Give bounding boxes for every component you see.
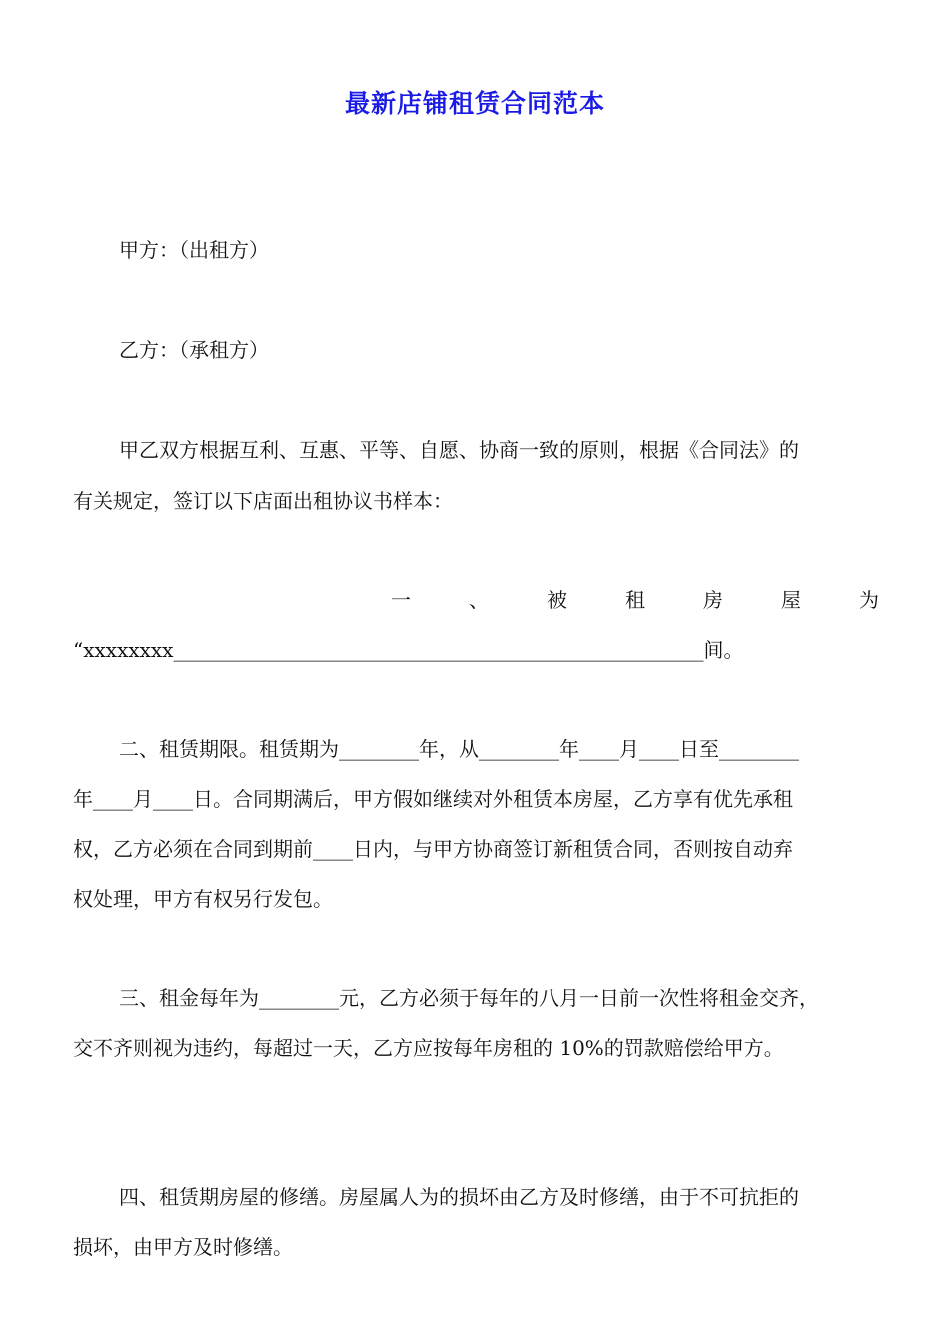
clause1-char: 被	[547, 588, 567, 612]
clause1-char: 、	[469, 588, 489, 612]
clause1-char: 为	[859, 588, 879, 612]
clause1-char: 租	[625, 588, 645, 612]
clause2-line-1: 二、租赁期限。租赁期为________年，从________年____月____日至________	[119, 737, 799, 761]
clause1-char: 一	[391, 588, 411, 612]
clause1-heading	[391, 588, 879, 613]
intro-line-1: 甲乙双方根据互利、互惠、平等、自愿、协商一致的原则，根据《合同法》的	[119, 438, 799, 462]
clause3-line-1: 三、租金每年为________元，乙方必须于每年的八月一日前一次性将租金交齐，	[119, 986, 819, 1010]
clause2-line-2: 年____月____日。合同期满后，甲方假如继续对外租赁本房屋，乙方享有优先承租	[73, 787, 793, 811]
clause1-char: 屋	[781, 588, 801, 612]
clause3-line-2: 交不齐则视为违约，每超过一天，乙方应按每年房租的 10%的罚款赔偿给甲方。	[73, 1036, 784, 1060]
intro-line-2: 有关规定，签订以下店面出租协议书样本：	[73, 489, 453, 513]
clause1-char: 房	[703, 588, 723, 612]
party-b-line: 乙方：（承租方）	[119, 338, 269, 362]
clause2-line-4: 权处理，甲方有权另行发包。	[73, 887, 333, 911]
clause1-line-2: “xxxxxxxx_____________________________________________________间。	[73, 638, 744, 662]
clause4-line-1: 四、租赁期房屋的修缮。房屋属人为的损坏由乙方及时修缮，由于不可抗拒的	[119, 1185, 799, 1209]
clause4-line-2: 损坏，由甲方及时修缮。	[73, 1235, 293, 1259]
clause2-line-3: 权，乙方必须在合同到期前____日内，与甲方协商签订新租赁合同，否则按自动弃	[73, 837, 793, 861]
document-title: 最新店铺租赁合同范本	[344, 89, 605, 118]
party-a-line: 甲方：（出租方）	[119, 238, 269, 262]
